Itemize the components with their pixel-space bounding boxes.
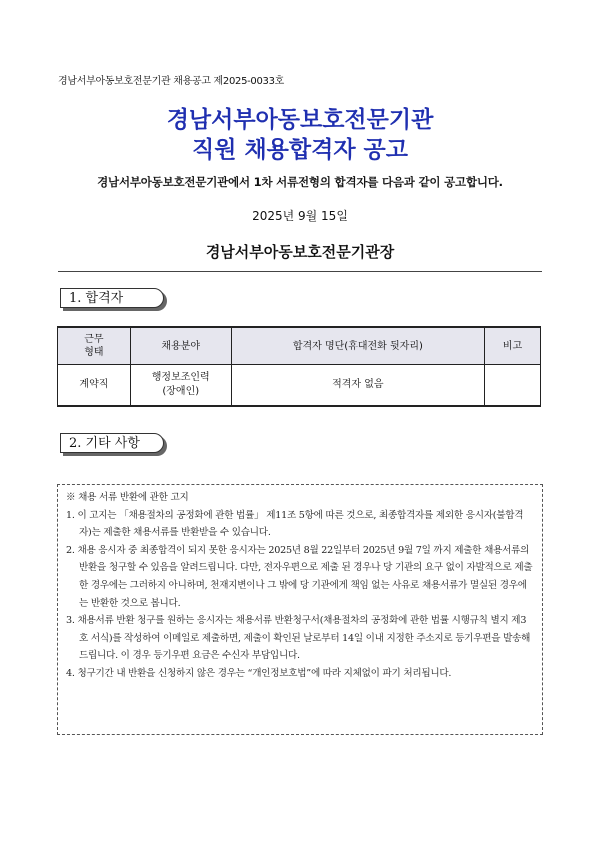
notice-item-2: 2. 채용 응시자 중 최종합격이 되지 못한 응시자는 2025년 8월 22일부터 2025년 9월 7일 까지 제출한 채용서류의 반환을 청구할 수 있음을 알려드립니다. 다만, 전자우편으로 제출 된 경우나 당 기관의 요구 없이 자발적으로 제출한 경우에는 그러하지 아니하며, 천재지변이나 그 밖에 당 기관에게 책임 없는 사유로 채용서류가 멸실된 경우에는 반환한 것으로 봅니다. bbox=[66, 544, 533, 609]
intro-text: 경남서부아동보호전문기관에서 1차 서류전형의 합격자를 다음과 같이 공고합니다. bbox=[97, 175, 503, 189]
cell-field: 행정보조인력 (장애인) bbox=[130, 365, 231, 407]
column-header-field: 채용분야 bbox=[130, 327, 231, 365]
cell-names: 적격자 없음 bbox=[231, 365, 484, 407]
table-row bbox=[58, 365, 541, 407]
page-title-announcement: 직원 채용합격자 공고 bbox=[192, 136, 408, 163]
successful-candidates-table bbox=[57, 326, 541, 407]
page-title-organization: 경남서부아동보호전문기관 bbox=[166, 106, 434, 133]
notice-number: 경남서부아동보호전문기관 채용공고 제2025-0033호 bbox=[58, 76, 285, 87]
notice-item-1: 1. 이 고지는 「채용절차의 공정화에 관한 법률」 제11조 5항에 따른 것으로, 최종합격자를 제외한 응시자(불합격자)는 제출한 채용서류를 반환받을 수 있습니다. bbox=[66, 509, 524, 539]
column-header-names: 합격자 명단(휴대전화 뒷자리) bbox=[231, 327, 484, 365]
section-heading-other-matters: 2. 기타 사항 bbox=[60, 433, 164, 453]
cell-remarks bbox=[485, 365, 541, 407]
table-header-row bbox=[58, 327, 541, 365]
announcement-date: 2025년 9월 15일 bbox=[252, 209, 348, 223]
notice-item-3: 3. 채용서류 반환 청구를 원하는 응시자는 채용서류 반환청구서(채용절차의 공정화에 관한 법률 시행규칙 별지 제3호 서식)를 작성하여 이메일로 제출하면, 제출이 확인된 날로부터 14일 이내 지정한 주소지로 등기우편을 발송해드립니다. 이 경우 등기우편 요금은 수신자 부담입니다. bbox=[66, 615, 531, 662]
notice-title: ※ 채용 서류 반환에 관한 고지 bbox=[66, 492, 189, 503]
document-return-notice bbox=[57, 484, 543, 735]
signer-name: 경남서부아동보호전문기관장 bbox=[205, 243, 395, 261]
divider-line bbox=[58, 271, 542, 272]
cell-work-type: 계약직 bbox=[58, 365, 131, 407]
column-header-work-type: 근무 형태 bbox=[58, 327, 131, 365]
section-heading-successful-candidates: 1. 합격자 bbox=[60, 288, 164, 308]
notice-item-4: 4. 청구기간 내 반환을 신청하지 않은 경우는 “개인정보호법”에 따라 지체없이 파기 처리됩니다. bbox=[66, 667, 452, 679]
column-header-remarks: 비고 bbox=[485, 327, 541, 365]
